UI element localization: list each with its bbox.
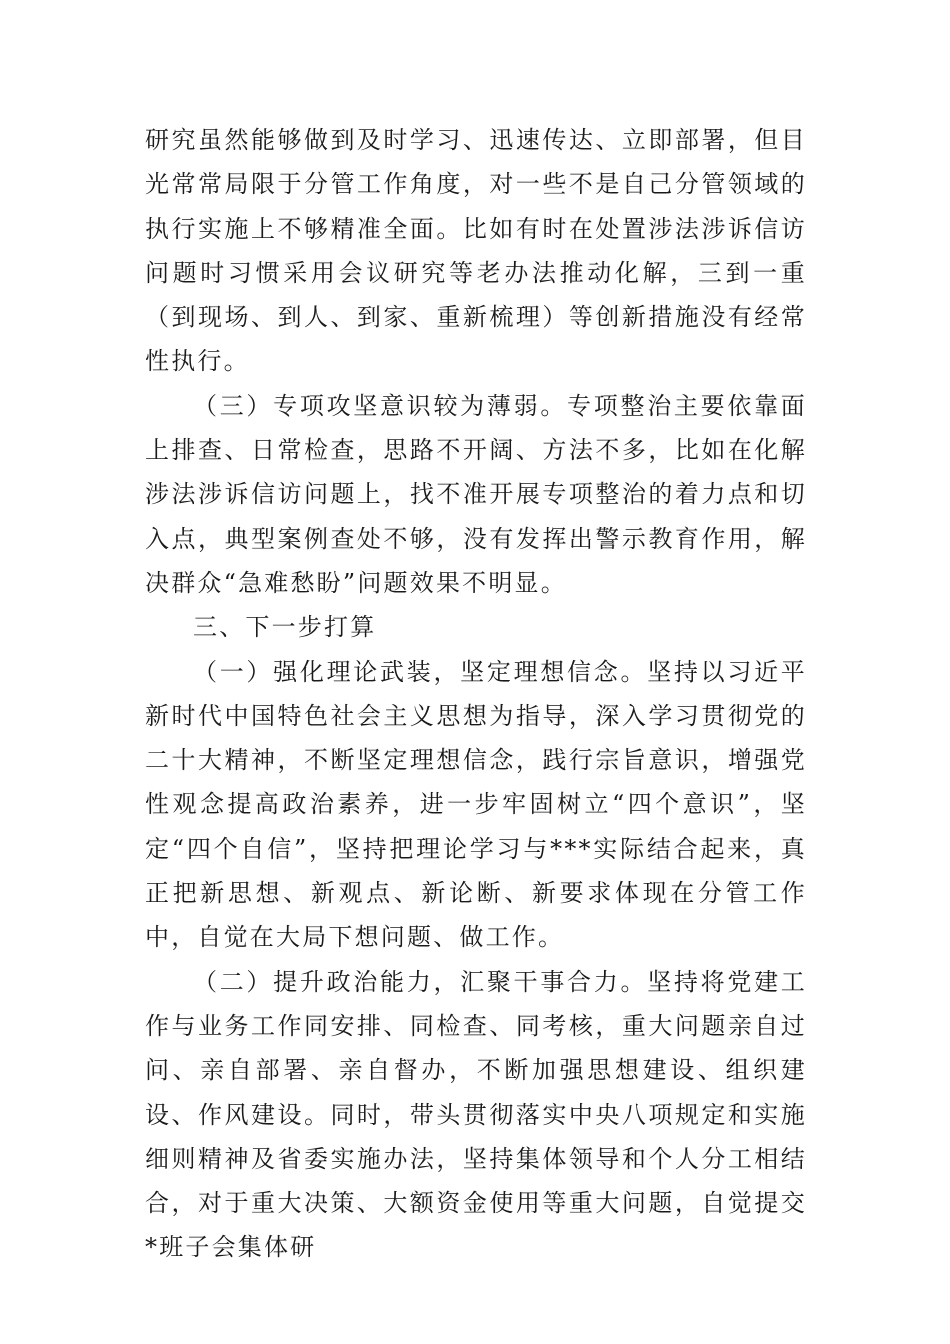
paragraph-plan-1 [145, 650, 807, 960]
paragraph-text: 专项整治主要依靠面上排查、日常检查，思路不开阔、方法不多，比如在化解涉法涉诉信访问题上，找不准开展专项整治的着力点和切入点，典型案例查处不够，没有发挥出警示教育作用，解决群众“急难愁盼”问题效果不明显。 [145, 391, 807, 597]
paragraph-text: 坚持以习近平新时代中国特色社会主义思想为指导，深入学习贯彻党的二十大精神，不断坚定理想信念，践行宗旨意识，增强党性观念提高政治素养，进一步牢固树立“四个意识”，坚定“四个自信”，坚持把理论学习与***实际结合起来，真正把新思想、新观点、新论断、新要求体现在分管工作中，自觉在大局下想问题、做工作。 [145, 657, 807, 952]
paragraph-subtitle: （二）提升政治能力，汇聚干事合力。 [193, 967, 648, 996]
paragraph-text: 坚持将党建工作与业务工作同安排、同检查、同考核，重大问题亲自过问、亲自部署、亲自督办，不断加强思想建设、组织建设、作风建设。同时，带头贯彻落实中央八项规定和实施细则精神及省委实施办法，坚持集体领导和个人分工相结合，对于重大决策、大额资金使用等重大问题，自觉提交*班子会集体研 [145, 967, 807, 1262]
section-heading: 三、下一步打算 [193, 613, 377, 642]
paragraph-continuation [145, 118, 807, 384]
document-page [145, 118, 807, 1270]
paragraph-text: 研究虽然能够做到及时学习、迅速传达、立即部署，但目光常常局限于分管工作角度，对一些不是自己分管领域的执行实施上不够精准全面。比如有时在处置涉法涉诉信访问题时习惯采用会议研究等老办法推动化解，三到一重（到现场、到人、到家、重新梳理）等创新措施没有经常性执行。 [145, 126, 807, 376]
paragraph-issue-3 [145, 384, 807, 605]
paragraph-subtitle: （三）专项攻坚意识较为薄弱。 [193, 391, 568, 420]
paragraph-subtitle: （一）强化理论武装，坚定理想信念。 [193, 657, 648, 686]
paragraph-plan-2 [145, 960, 807, 1270]
